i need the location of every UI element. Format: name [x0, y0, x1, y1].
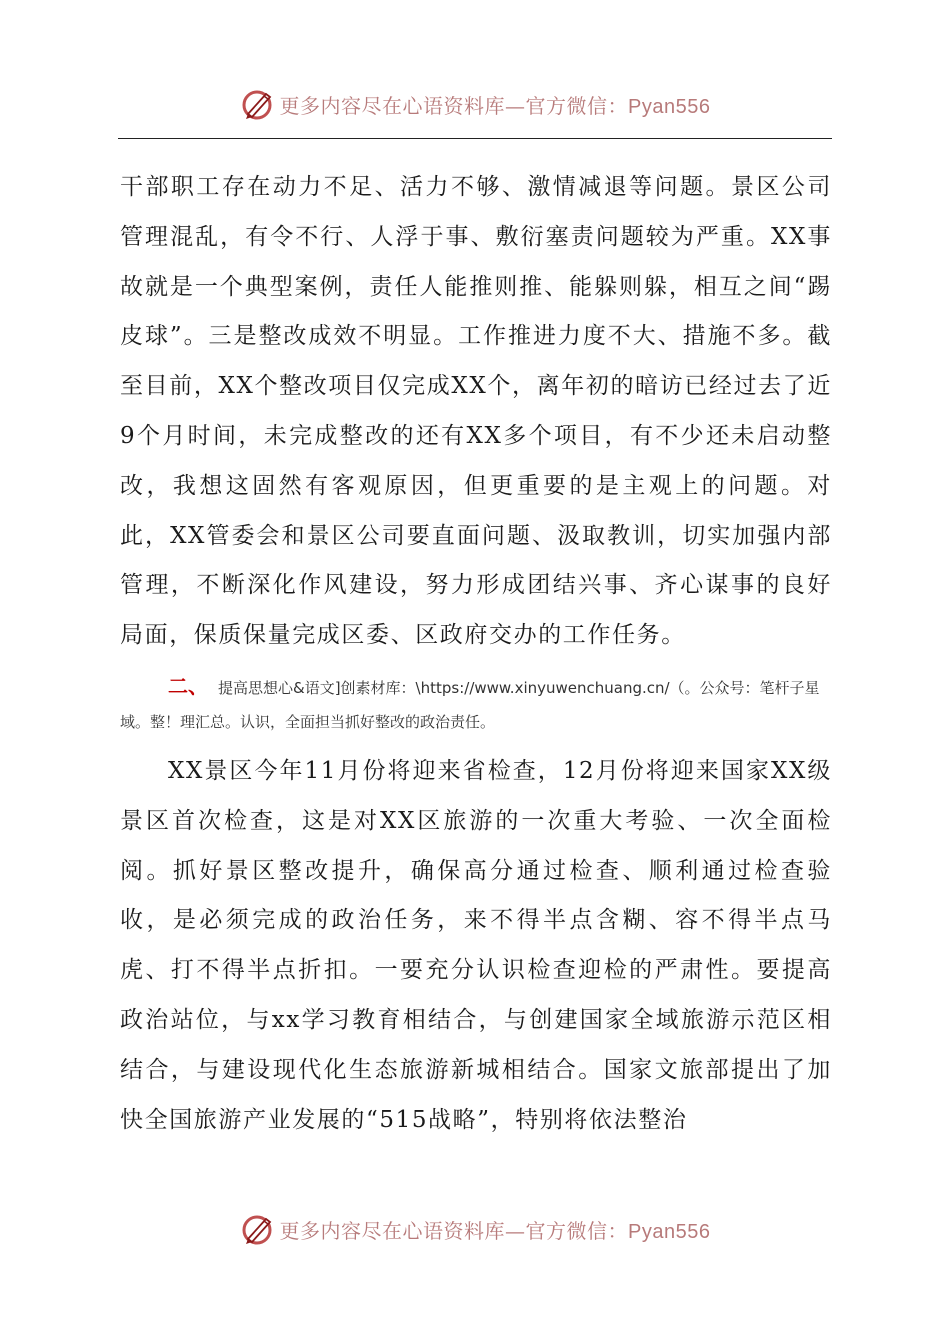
header-rule — [118, 138, 832, 139]
pen-circle-logo-icon — [240, 86, 276, 122]
body-paragraph-1: 干部职工存在动力不足、活力不够、激情减退等问题。景区公司管理混乱，有令不行、人浮于事、敷衍塞责问题较为严重。XX事故就是一个典型案例，责任人能推则推、能躲则躲，相互之间“踢皮球”。三是整改成效不明显。工作推进力度不大、措施不多。截至目前，XX个整改项目仅完成XX个，离年初的暗访已经过去了近9个月时间，未完成整改的还有XX多个项目，有不少还未启动整改，我想这固然有客观原因，但更重要的是主观上的问题。对此，XX管委会和景区公司要直面问题、汲取教训，切实加强内部管理，不断深化作风建设，努力形成团结兴事、齐心谋事的良好局面，保质保量完成区委、区政府交办的工作任务。 — [120, 174, 832, 649]
watermark-text: 更多内容尽在心语资料库—官方微信：Pyan556 — [279, 93, 711, 118]
header-watermark — [0, 82, 950, 126]
section-heading-2 — [120, 669, 832, 739]
footer-watermark — [0, 1207, 950, 1251]
section-heading-text: 提高思想心&语文]创素材库：\https://www.xinyuwenchuang.cn/（。公众号：笔杆子星域。整！理汇总。认识，全面担当抓好整改的政治责任。 — [120, 678, 820, 731]
watermark-text: 更多内容尽在心语资料库—官方微信：Pyan556 — [279, 1218, 711, 1243]
section-number: 二、 — [168, 673, 208, 698]
pen-circle-logo-icon — [240, 1211, 276, 1247]
body-paragraph-2: XX景区今年11月份将迎来省检查，12月份将迎来国家XX级景区首次检查，这是对XX区旅游的一次重大考验、一次全面检阅。抓好景区整改提升，确保高分通过检查、顺利通过检查验收，是必须完成的政治任务，来不得半点含糊、容不得半点马虎、打不得半点折扣。一要充分认识检查迎检的严肃性。要提高政治站位，与xx学习教育相结合，与创建国家全域旅游示范区相结合，与建设现代化生态旅游新城相结合。国家文旅部提出了加快全国旅游产业发展的“515战略”，特别将依法整治 — [120, 757, 832, 1133]
document-body — [120, 163, 832, 1145]
